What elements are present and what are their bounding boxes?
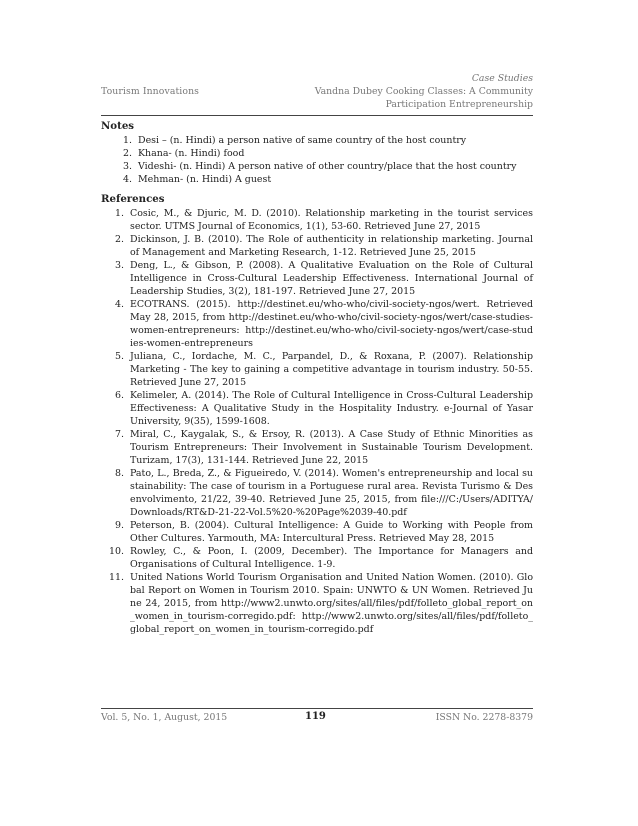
footer-volume: Vol. 5, No. 1, August, 2015	[101, 712, 228, 723]
reference-text: Pato, L., Breda, Z., & Figueiredo, V. (2014). Women's entrepreneurship and local sustainability: The case of tourism in a Portuguese rural area. Revista Turismo & Desenvolvimento, 21/22, 39-40. Retrieved June 25, 2015, from file:///C:/Users/ADITYA/Downloads/RT&D-21-22-Vol.5%20-%20Page%2039-40.pdf	[130, 468, 533, 518]
reference-number: 3.	[114, 260, 124, 271]
reference-number: 2.	[114, 234, 124, 245]
page-number: 119	[305, 711, 326, 722]
reference-number: 11.	[108, 572, 124, 583]
reference-item	[101, 428, 533, 467]
header-divider	[101, 115, 533, 116]
reference-item	[101, 298, 533, 350]
reference-text: ECOTRANS. (2015). http://destinet.eu/who-who/civil-society-ngos/wert. Retrieved May 28, 2015, from http://destinet.eu/who-who/civil-society-ngos/wert/case-studies-women-entrepreneurs: http://destinet.eu/who-who/civil-society-ngos/wert/case-studies-women-entrepreneurs	[130, 299, 533, 349]
reference-item	[101, 259, 533, 298]
reference-item	[101, 350, 533, 389]
reference-number: 8.	[114, 468, 124, 479]
reference-text: Juliana, C., Iordache, M. C., Parpandel, D., & Roxana, P. (2007). Relationship Marketing - The key to gaining a competitive advantage in tourism industry. 50-55. Retrieved June 27, 2015	[130, 351, 533, 388]
reference-text: United Nations World Tourism Organisation and United Nation Women. (2010). Global Report on Women in Tourism 2010. Spain: UNWTO & UN Women. Retrieved June 24, 2015, from http://www2.unwto.org/sites/all/files/pdf/folleto_global_report_on_women_in_tourism-corregido.pdf: http://www2.unwto.org/sites/all/files/pdf/folleto_global_report_on_women_in_tourism-corregido.pdf	[130, 572, 533, 635]
reference-text: Dickinson, J. B. (2010). The Role of authenticity in relationship marketing. Journal of Management and Marketing Research, 1-12. Retrieved June 25, 2015	[130, 234, 533, 258]
reference-item	[101, 467, 533, 519]
reference-number: 5.	[114, 351, 124, 362]
note-number: 3.	[122, 161, 132, 172]
reference-item	[101, 233, 533, 259]
footer-divider	[101, 708, 533, 709]
note-item	[101, 173, 533, 186]
running-header-article	[303, 72, 533, 111]
reference-number: 7.	[114, 429, 124, 440]
references-heading: References	[101, 193, 165, 205]
reference-number: 10.	[108, 546, 124, 557]
note-text: Desi – (n. Hindi) a person native of same country of the host country	[138, 135, 467, 146]
reference-number: 9.	[114, 520, 124, 531]
reference-text: Kelimeler, A. (2014). The Role of Cultural Intelligence in Cross-Cultural Leadership Effectiveness: A Qualitative Study in the Hospitality Industry. e-Journal of Yasar University, 9(35), 1599-1608.	[130, 390, 533, 427]
footer-issn: ISSN No. 2278-8379	[435, 712, 533, 723]
page-body	[101, 120, 533, 636]
header-article-title-line-2: Participation Entrepreneurship	[385, 99, 533, 110]
reference-number: 1.	[114, 208, 124, 219]
header-article-title-line-1: Vandna Dubey Cooking Classes: A Community	[314, 86, 533, 97]
notes-heading: Notes	[101, 120, 135, 132]
note-number: 1.	[122, 135, 132, 146]
reference-text: Miral, C., Kaygalak, S., & Ersoy, R. (2013). A Case Study of Ethnic Minorities as Tourism Entrepreneurs: Their Involvement in Sustainable Tourism Development. Turizam, 17(3), 131-144. Retrieved June 22, 2015	[130, 429, 533, 466]
note-text: Khana- (n. Hindi) food	[138, 148, 245, 159]
reference-number: 6.	[114, 390, 124, 401]
note-text: Videshi- (n. Hindi) A person native of other country/place that the host country	[138, 161, 517, 172]
running-header-journal: Tourism Innovations	[101, 86, 200, 97]
notes-list	[101, 134, 533, 186]
header-section-label: Case Studies	[471, 73, 533, 84]
reference-item	[101, 519, 533, 545]
reference-item	[101, 207, 533, 233]
reference-text: Cosic, M., & Djuric, M. D. (2010). Relationship marketing in the tourist services sector. UTMS Journal of Economics, 1(1), 53-60. Retrieved June 27, 2015	[130, 208, 533, 232]
reference-item	[101, 389, 533, 428]
note-item	[101, 160, 533, 173]
reference-number: 4.	[114, 299, 124, 310]
reference-text: Peterson, B. (2004). Cultural Intelligence: A Guide to Working with People from Other Cultures. Yarmouth, MA: Intercultural Press. Retrieved May 28, 2015	[130, 520, 533, 544]
note-item	[101, 147, 533, 160]
note-number: 4.	[122, 174, 132, 185]
note-item	[101, 134, 533, 147]
reference-text: Rowley, C., & Poon, I. (2009, December). The Importance for Managers and Organisations of Cultural Intelligence. 1-9.	[130, 546, 533, 570]
references-list	[101, 207, 533, 636]
reference-item	[101, 545, 533, 571]
note-number: 2.	[122, 148, 132, 159]
reference-text: Deng, L., & Gibson, P. (2008). A Qualitative Evaluation on the Role of Cultural Intelligence in Cross-Cultural Leadership Effectiveness. International Journal of Leadership Studies, 3(2), 181-197. Retrieved June 27, 2015	[130, 260, 533, 297]
note-text: Mehman- (n. Hindi) A guest	[138, 174, 272, 185]
reference-item	[101, 571, 533, 636]
